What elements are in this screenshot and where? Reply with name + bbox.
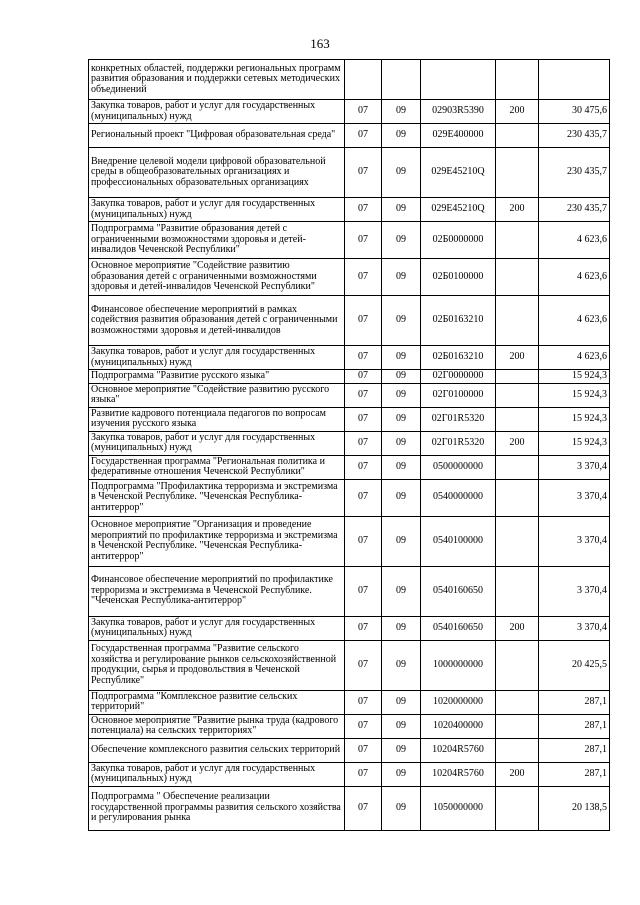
row-name: Подпрограмма "Развитие образования детей с ограниченными возможностями здоровья и детей-инвалидов Чеченской Республики" [89, 222, 345, 259]
row-target-article: 029E45210Q [421, 198, 496, 222]
row-target-article: 02Г0000000 [421, 370, 496, 384]
row-subsection: 09 [382, 455, 421, 479]
row-name: Закупка товаров, работ и услуг для государственных (муниципальных) нужд [89, 616, 345, 640]
row-amount: 15 924,3 [539, 370, 610, 384]
row-section: 07 [345, 690, 382, 714]
table-row [89, 346, 610, 370]
row-subsection: 09 [382, 198, 421, 222]
row-amount: 15 924,3 [539, 407, 610, 431]
row-amount: 4 623,6 [539, 259, 610, 296]
row-target-article: 02Г01R5320 [421, 431, 496, 455]
budget-table [88, 59, 610, 831]
table-row [89, 431, 610, 455]
row-target-article: 02Б0000000 [421, 222, 496, 259]
row-amount: 3 370,4 [539, 566, 610, 616]
row-section: 07 [345, 407, 382, 431]
row-target-article: 02Г01R5320 [421, 407, 496, 431]
row-expense-type [496, 516, 539, 566]
row-expense-type [496, 296, 539, 346]
row-section: 07 [345, 786, 382, 830]
table-row [89, 455, 610, 479]
row-expense-type [496, 124, 539, 148]
row-name: Подпрограмма "Развитие русского языка" [89, 370, 345, 384]
row-section: 07 [345, 616, 382, 640]
row-section: 07 [345, 100, 382, 124]
row-amount: 3 370,4 [539, 616, 610, 640]
row-section: 07 [345, 198, 382, 222]
table-row [89, 690, 610, 714]
row-amount: 15 924,3 [539, 383, 610, 407]
row-target-article: 1020400000 [421, 714, 496, 738]
table-row [89, 738, 610, 762]
row-name: Закупка товаров, работ и услуг для государственных (муниципальных) нужд [89, 346, 345, 370]
row-expense-type [496, 407, 539, 431]
row-subsection: 09 [382, 148, 421, 198]
row-subsection: 09 [382, 738, 421, 762]
row-section: 07 [345, 640, 382, 690]
table-row [89, 222, 610, 259]
row-amount: 15 924,3 [539, 431, 610, 455]
row-subsection: 09 [382, 407, 421, 431]
row-expense-type [496, 690, 539, 714]
table-row [89, 640, 610, 690]
table-row [89, 516, 610, 566]
row-expense-type [496, 479, 539, 516]
row-amount: 287,1 [539, 690, 610, 714]
row-expense-type [496, 786, 539, 830]
row-name: Государственная программа "Развитие сельского хозяйства и регулирование рынков сельскохозяйственной продукции, сырья и продовольствия в Чеченской Республике" [89, 640, 345, 690]
row-name: Основное мероприятие "Развитие рынка труда (кадрового потенциала) на сельских территориях" [89, 714, 345, 738]
row-name: Основное мероприятие "Содействие развитию русского языка" [89, 383, 345, 407]
row-amount: 20 425,5 [539, 640, 610, 690]
row-section: 07 [345, 431, 382, 455]
row-expense-type [496, 566, 539, 616]
row-target-article: 10204R5760 [421, 738, 496, 762]
row-subsection: 09 [382, 124, 421, 148]
row-amount: 3 370,4 [539, 455, 610, 479]
row-expense-type: 200 [496, 198, 539, 222]
row-expense-type: 200 [496, 431, 539, 455]
row-section: 07 [345, 296, 382, 346]
row-target-article: 10204R5760 [421, 762, 496, 786]
row-amount: 4 623,6 [539, 222, 610, 259]
row-name: Финансовое обеспечение мероприятий по профилактике терроризма и экстремизма в Чеченской Республике. "Чеченская Республика-антитеррор" [89, 566, 345, 616]
row-name: Обеспечение комплексного развития сельских территорий [89, 738, 345, 762]
row-expense-type [496, 222, 539, 259]
table-row [89, 383, 610, 407]
row-amount: 230 435,7 [539, 198, 610, 222]
row-name: Основное мероприятие "Содействие развитию образования детей с ограниченными возможностями здоровья и детей-инвалидов Чеченской Республики" [89, 259, 345, 296]
row-expense-type: 200 [496, 616, 539, 640]
row-name: Региональный проект "Цифровая образовательная среда" [89, 124, 345, 148]
row-target-article: 1000000000 [421, 640, 496, 690]
row-amount: 287,1 [539, 738, 610, 762]
row-amount: 4 623,6 [539, 296, 610, 346]
table-row [89, 370, 610, 384]
row-amount: 3 370,4 [539, 479, 610, 516]
row-name: Закупка товаров, работ и услуг для государственных (муниципальных) нужд [89, 431, 345, 455]
row-subsection: 09 [382, 786, 421, 830]
budget-table-body [89, 60, 610, 831]
table-row [89, 124, 610, 148]
row-expense-type [496, 383, 539, 407]
table-row [89, 100, 610, 124]
row-amount: 20 138,5 [539, 786, 610, 830]
row-section: 07 [345, 479, 382, 516]
row-expense-type: 200 [496, 346, 539, 370]
row-section: 07 [345, 124, 382, 148]
table-row [89, 616, 610, 640]
row-section [345, 60, 382, 100]
row-subsection: 09 [382, 616, 421, 640]
row-name: Подпрограмма "Комплексное развитие сельских территорий" [89, 690, 345, 714]
row-section: 07 [345, 714, 382, 738]
row-section: 07 [345, 738, 382, 762]
row-expense-type [496, 455, 539, 479]
row-expense-type: 200 [496, 100, 539, 124]
row-section: 07 [345, 762, 382, 786]
row-target-article: 02903R5390 [421, 100, 496, 124]
row-target-article: 029E45210Q [421, 148, 496, 198]
row-target-article: 1050000000 [421, 786, 496, 830]
row-section: 07 [345, 222, 382, 259]
row-amount: 4 623,6 [539, 346, 610, 370]
table-row [89, 259, 610, 296]
row-name: Закупка товаров, работ и услуг для государственных (муниципальных) нужд [89, 762, 345, 786]
row-subsection: 09 [382, 222, 421, 259]
row-expense-type [496, 714, 539, 738]
row-expense-type [496, 148, 539, 198]
row-name: конкретных областей, поддержки региональных программ развития образования и поддержки сетевых методических объединений [89, 60, 345, 100]
row-subsection: 09 [382, 640, 421, 690]
table-row [89, 762, 610, 786]
row-subsection: 09 [382, 714, 421, 738]
row-expense-type [496, 738, 539, 762]
row-section: 07 [345, 455, 382, 479]
row-subsection: 09 [382, 346, 421, 370]
row-subsection: 09 [382, 100, 421, 124]
page-number: 163 [310, 36, 330, 51]
row-target-article [421, 60, 496, 100]
row-subsection: 09 [382, 479, 421, 516]
row-subsection [382, 60, 421, 100]
row-target-article: 0540100000 [421, 516, 496, 566]
row-name: Закупка товаров, работ и услуг для государственных (муниципальных) нужд [89, 198, 345, 222]
table-row [89, 407, 610, 431]
row-amount: 287,1 [539, 714, 610, 738]
row-expense-type [496, 259, 539, 296]
row-target-article: 1020000000 [421, 690, 496, 714]
row-target-article: 0540000000 [421, 479, 496, 516]
table-row [89, 296, 610, 346]
row-target-article: 0540160650 [421, 566, 496, 616]
table-row [89, 60, 610, 100]
row-section: 07 [345, 346, 382, 370]
row-amount: 230 435,7 [539, 148, 610, 198]
row-expense-type [496, 640, 539, 690]
row-subsection: 09 [382, 431, 421, 455]
row-subsection: 09 [382, 516, 421, 566]
row-subsection: 09 [382, 566, 421, 616]
row-subsection: 09 [382, 370, 421, 384]
row-subsection: 09 [382, 296, 421, 346]
table-row [89, 566, 610, 616]
row-expense-type: 200 [496, 762, 539, 786]
row-amount: 287,1 [539, 762, 610, 786]
row-section: 07 [345, 148, 382, 198]
row-subsection: 09 [382, 762, 421, 786]
row-name: Закупка товаров, работ и услуг для государственных (муниципальных) нужд [89, 100, 345, 124]
row-amount: 30 475,6 [539, 100, 610, 124]
row-section: 07 [345, 566, 382, 616]
row-amount: 230 435,7 [539, 124, 610, 148]
row-target-article: 02Г0100000 [421, 383, 496, 407]
row-section: 07 [345, 516, 382, 566]
row-target-article: 0540160650 [421, 616, 496, 640]
row-amount [539, 60, 610, 100]
row-subsection: 09 [382, 690, 421, 714]
row-target-article: 0500000000 [421, 455, 496, 479]
row-target-article: 02Б0100000 [421, 259, 496, 296]
row-subsection: 09 [382, 383, 421, 407]
row-name: Основное мероприятие "Организация и проведение мероприятий по профилактике терроризма и экстремизма в Чеченской Республике. "Чеченская Республика-антитеррор" [89, 516, 345, 566]
table-row [89, 148, 610, 198]
table-row [89, 714, 610, 738]
row-target-article: 029E400000 [421, 124, 496, 148]
row-name: Финансовое обеспечение мероприятий в рамках содействия развития образования детей с ограниченными возможностями здоровья и детей-инвалидов [89, 296, 345, 346]
row-section: 07 [345, 259, 382, 296]
row-expense-type [496, 370, 539, 384]
row-name: Подпрограмма " Обеспечение реализации государственной программы развития сельского хозяйства и регулирования рынка [89, 786, 345, 830]
table-row [89, 479, 610, 516]
row-section: 07 [345, 383, 382, 407]
row-amount: 3 370,4 [539, 516, 610, 566]
row-name: Подпрограмма "Профилактика терроризма и экстремизма в Чеченской Республике. "Чеченская Республика-антитеррор" [89, 479, 345, 516]
row-section: 07 [345, 370, 382, 384]
row-expense-type [496, 60, 539, 100]
row-name: Внедрение целевой модели цифровой образовательной среды в общеобразовательных организациях и профессиональных образовательных организациях [89, 148, 345, 198]
table-row [89, 786, 610, 830]
row-subsection: 09 [382, 259, 421, 296]
row-name: Государственная программа "Региональная политика и федеративные отношения Чеченской Республики" [89, 455, 345, 479]
row-name: Развитие кадрового потенциала педагогов по вопросам изучения русского языка [89, 407, 345, 431]
row-target-article: 02Б0163210 [421, 296, 496, 346]
table-row [89, 198, 610, 222]
row-target-article: 02Б0163210 [421, 346, 496, 370]
